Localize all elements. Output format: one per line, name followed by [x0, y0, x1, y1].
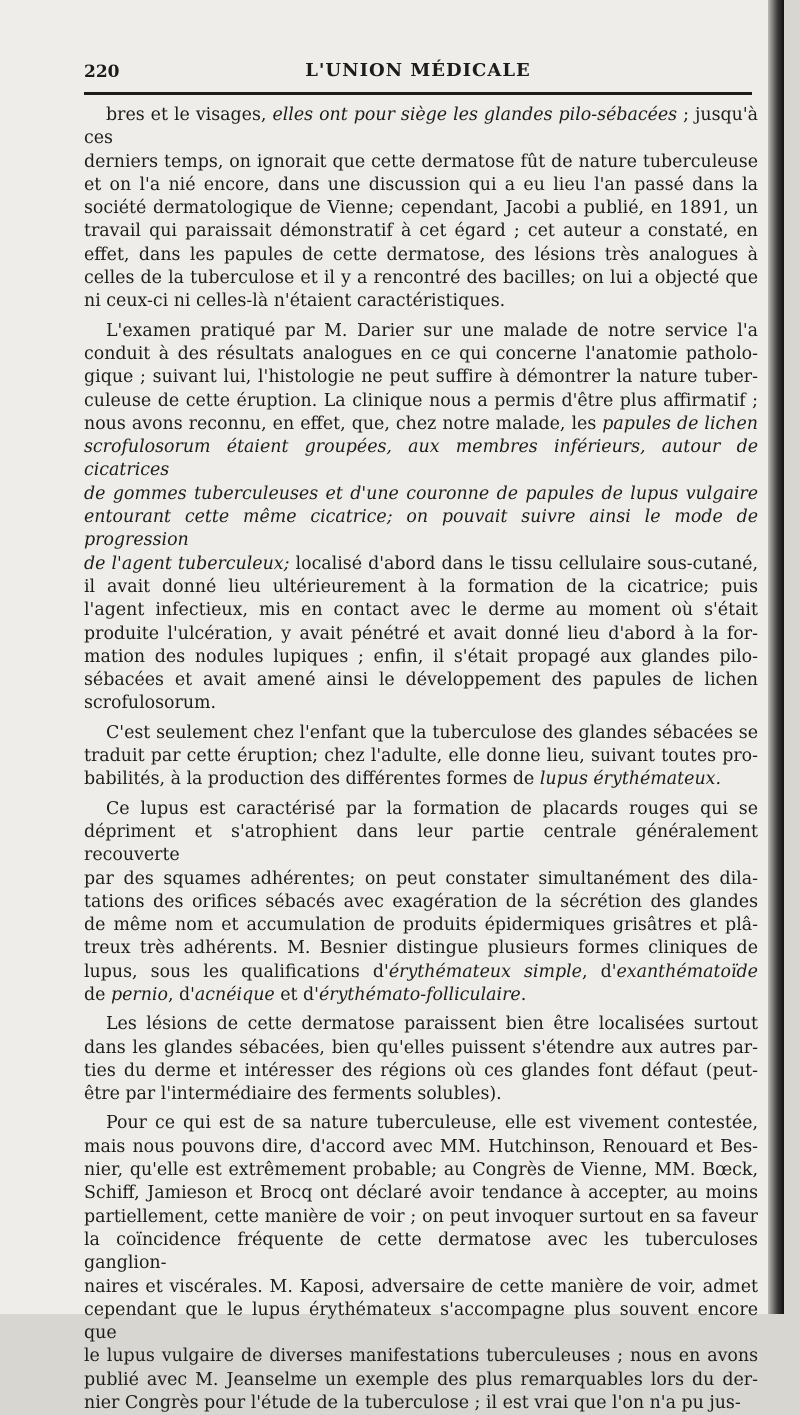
text-line [84, 1392, 758, 1415]
page-number: 220 [84, 62, 120, 82]
text-run: conduit à des résultats analogues en ce qui concerne l'anatomie patholo- [84, 343, 758, 364]
text-line [84, 821, 758, 868]
text-run: et on l'a nié encore, dans une discussion qui a eu lieu l'an passé dans la [84, 174, 758, 195]
paragraph-2 [84, 320, 758, 716]
text-run: mais nous pouvons dire, d'accord avec MM. Hutchinson, Renouard et Bes- [84, 1136, 758, 1157]
text-line [84, 267, 758, 290]
paragraph-6 [84, 1112, 758, 1415]
text-line [84, 244, 758, 267]
text-run: de même nom et accumulation de produits épidermiques grisâtres et plâ- [84, 915, 758, 936]
italic-run: de gommes tuberculeuses et d'une couronne de papules de lupus vulgaire [84, 483, 758, 504]
text-line [84, 798, 758, 821]
text-line [84, 1182, 758, 1205]
text-run: scrofulosorum. [84, 693, 217, 714]
text-run: et d' [274, 984, 319, 1005]
text-line [84, 1369, 758, 1392]
text-run: travail qui paraissait démonstratif à cet égard ; cet auteur a constaté, en [84, 221, 758, 242]
text-run: localisé d'abord dans le tissu cellulaire sous-cutané, [289, 553, 758, 574]
text-run: cependant que le lupus érythémateux s'accompagne plus souvent encore que [84, 1299, 758, 1344]
italic-run: érythémateux simple [388, 961, 582, 982]
text-line [84, 745, 758, 768]
text-line [84, 197, 758, 220]
page-header [84, 58, 752, 86]
text-run: Les lésions de cette dermatose paraissent bien être localisées surtout [106, 1014, 758, 1035]
text-line [84, 576, 758, 599]
text-run: , d' [167, 984, 195, 1005]
text-run: partiellement, cette manière de voir ; on peut invoquer surtout en sa faveur [84, 1206, 758, 1227]
text-run: Pour ce qui est de sa nature tuberculeuse, elle est vivement contestée, [106, 1113, 758, 1134]
text-run: Schiff, Jamieson et Brocq ont déclaré avoir tendance à accepter, au moins [84, 1183, 758, 1204]
text-run: treux très adhérents. M. Besnier distingue plusieurs formes cliniques de [84, 938, 758, 959]
text-line [84, 623, 758, 646]
text-run: L'examen pratiqué par M. Darier sur une malade de notre service l'a [106, 320, 758, 341]
text-line [84, 1013, 758, 1036]
text-line [84, 151, 758, 174]
text-run: , d' [581, 961, 617, 982]
text-run: effet, dans les papules de cette dermatose, des lésions très analogues à [84, 244, 758, 265]
text-run: gique ; suivant lui, l'histologie ne peut suffire à démontrer la nature tuber- [84, 367, 758, 388]
text-run: produite l'ulcération, y avait pénétré et avait donné lieu d'abord à la for- [84, 623, 758, 644]
italic-run: acnéique [194, 984, 275, 1005]
text-run: tations des orifices sébacés avec exagération de la sécrétion des glandes [84, 891, 758, 912]
text-run: babilités, à la production des différentes formes de [84, 769, 540, 790]
italic-run: exanthématoïde [616, 961, 758, 982]
text-run: mation des nodules lupiques ; enfin, il s'était propagé aux glandes pilo- [84, 646, 758, 667]
text-line [84, 436, 758, 483]
text-line [84, 961, 758, 984]
italic-run: scrofulosorum étaient groupées, aux membres inférieurs, autour de cicatrices [84, 437, 758, 481]
text-line [84, 553, 758, 576]
text-line [84, 1159, 758, 1182]
text-run: lupus, sous les qualifications d' [84, 961, 389, 982]
text-line [84, 483, 758, 506]
text-line [84, 343, 758, 366]
italic-run: pernio [110, 984, 168, 1005]
text-run: l'agent infectieux, mis en contact avec le derme au moment où s'était [84, 600, 758, 621]
text-line [84, 320, 758, 343]
text-run: Ce lupus est caractérisé par la formation de placards rouges qui se [106, 798, 758, 819]
paragraph-5 [84, 1013, 758, 1106]
text-line [84, 768, 758, 791]
text-line [84, 1299, 758, 1346]
text-run: sébacées et avait amené ainsi le développement des papules de lichen [84, 670, 758, 691]
text-run: ni ceux-ci ni celles-là n'étaient caractéristiques. [84, 291, 506, 312]
text-line [84, 599, 758, 622]
italic-run: entourant cette même cicatrice; on pouvait suivre ainsi le mode de progression [84, 507, 758, 551]
text-line [84, 722, 758, 745]
text-line [84, 1083, 758, 1106]
italic-run: de l'agent tuberculeux; [84, 553, 290, 574]
text-line [84, 366, 758, 389]
text-run: ; jusqu'à ces [84, 105, 759, 149]
text-run: par des squames adhérentes; on peut constater simultanément des dila- [84, 868, 758, 889]
paragraph-3 [84, 722, 758, 792]
text-line [84, 984, 758, 1007]
text-run: dépriment et s'atrophient dans leur partie centrale généralement recouverte [84, 821, 758, 866]
text-run: dans les glandes sébacées, bien qu'elles puissent s'étendre aux autres par- [84, 1037, 758, 1058]
text-line [84, 1037, 758, 1060]
text-run: le lupus vulgaire de diverses manifestations tuberculeuses ; nous en avons [84, 1346, 758, 1367]
text-line [84, 104, 758, 151]
text-run: il avait donné lieu ultérieurement à la formation de la cicatrice; puis [84, 576, 758, 597]
text-line [84, 692, 758, 715]
running-title: L'UNION MÉDICALE [305, 60, 531, 81]
italic-run: papules de lichen [602, 413, 758, 434]
text-run: nier, qu'elle est extrêmement probable; au Congrès de Vienne, MM. Bœck, [84, 1160, 758, 1181]
text-run: nier Congrès pour l'étude de la tuberculose ; il est vrai que l'on n'a pu jus- [84, 1393, 741, 1414]
text-run: la coïncidence fréquente de cette dermatose avec les tuberculoses ganglion- [84, 1229, 758, 1274]
text-run: traduit par cette éruption; chez l'adulte, elle donne lieu, suivant toutes pro- [84, 746, 758, 767]
body-text [84, 104, 758, 1415]
italic-run: elles ont pour siège les glandes pilo-sébacées [272, 105, 678, 125]
header-rule [84, 92, 752, 95]
page-edge-shadow [768, 0, 784, 1314]
text-line [84, 390, 758, 413]
text-line [84, 1345, 758, 1368]
text-run: celles de la tuberculose et il y a rencontré des bacilles; on lui a objecté que [84, 268, 758, 289]
text-run: culeuse de cette éruption. La clinique nous a permis d'être plus affirmatif ; [84, 390, 758, 411]
text-line [84, 891, 758, 914]
paragraph-1 [84, 104, 758, 314]
text-line [84, 1276, 758, 1299]
text-run: nous avons reconnu, en effet, que, chez notre malade, les [84, 413, 603, 434]
text-line [84, 914, 758, 937]
text-line [84, 174, 758, 197]
text-run: derniers temps, on ignorait que cette dermatose fût de nature tuberculeuse [84, 151, 758, 172]
text-line [84, 1136, 758, 1159]
text-run: publié avec M. Jeanselme un exemple des plus remarquables lors du der- [84, 1369, 758, 1390]
text-line [84, 1112, 758, 1135]
text-run: bres et le visages, [106, 105, 273, 125]
text-line [84, 646, 758, 669]
text-line [84, 220, 758, 243]
text-line [84, 669, 758, 692]
text-run: société dermatologique de Vienne; cependant, Jacobi a publié, en 1891, un [84, 198, 758, 219]
italic-run: érythémato-folliculaire [318, 984, 521, 1005]
text-run: de [84, 984, 111, 1005]
text-run: être par l'intermédiaire des ferments solubles). [84, 1084, 502, 1105]
text-line [84, 1206, 758, 1229]
text-line [84, 413, 758, 436]
text-line [84, 1060, 758, 1083]
text-run: . [520, 984, 527, 1005]
text-line [84, 868, 758, 891]
italic-run: lupus érythémateux. [539, 769, 721, 790]
text-run: C'est seulement chez l'enfant que la tuberculose des glandes sébacées se [106, 722, 758, 743]
text-line [84, 1229, 758, 1276]
text-line [84, 290, 758, 313]
text-run: ties du derme et intéresser des régions où ces glandes font défaut (peut- [84, 1060, 758, 1081]
text-run: naires et viscérales. M. Kaposi, adversaire de cette manière de voir, admet [84, 1276, 758, 1297]
paragraph-4 [84, 798, 758, 1008]
text-line [84, 937, 758, 960]
text-line [84, 506, 758, 553]
